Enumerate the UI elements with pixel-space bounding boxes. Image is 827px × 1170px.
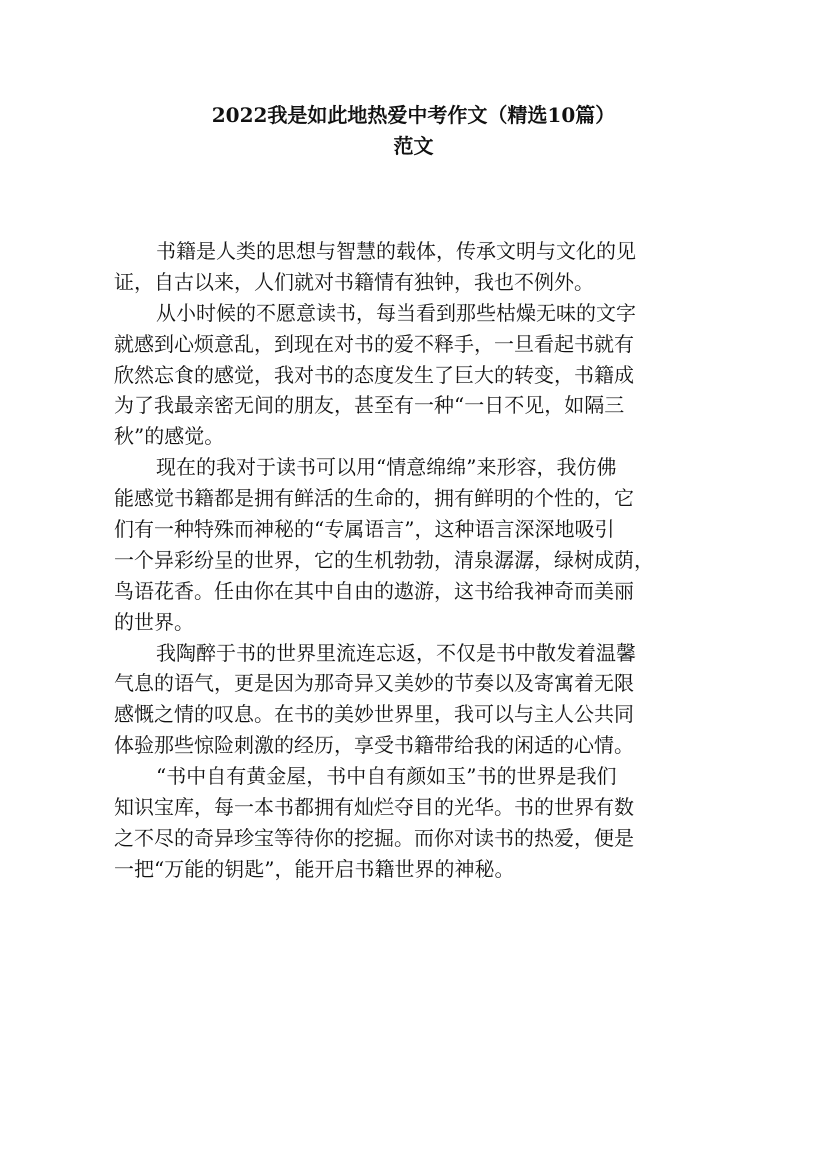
- document-title: [110, 100, 717, 162]
- text-line: 一把“万能的钥匙”，能开启书籍世界的神秘。: [114, 856, 515, 881]
- title-line: 2022我是如此地热爱中考作文（精选10篇）: [211, 103, 616, 127]
- text-line: 们有一种特殊而神秘的“专属语言”，这种语言深深地吸引: [114, 517, 615, 542]
- text-line: 之不尽的奇异珍宝等待你的挖掘。而你对读书的热爱，便是: [114, 825, 634, 850]
- text-line: 知识宝库，每一本书都拥有灿烂夺目的光华。书的世界有数: [114, 795, 634, 820]
- text-line: 感慨之情的叹息。在书的美妙世界里，我可以与主人公共同: [114, 702, 634, 727]
- text-line: 一个异彩纷呈的世界，它的生机勃勃，清泉潺潺，绿树成荫，: [114, 547, 654, 572]
- text-line: 鸟语花香。任由你在其中自由的遨游，这书给我神奇而美丽: [114, 578, 634, 603]
- title-line: 范文: [393, 133, 434, 158]
- text-line: 我陶醉于书的世界里流连忘返，不仅是书中散发着温馨: [156, 640, 636, 665]
- text-line: 能感觉书籍都是拥有鲜活的生命的，拥有鲜明的个性的，它: [114, 486, 634, 511]
- text-line: 欣然忘食的感觉，我对书的态度发生了巨大的转变，书籍成: [114, 362, 634, 387]
- text-line: 为了我最亲密无间的朋友，甚至有一种“一日不见，如隔三: [114, 393, 625, 418]
- text-line: 体验那些惊险刺激的经历，享受书籍带给我的闲适的心情。: [114, 733, 634, 758]
- paragraph: [114, 298, 714, 452]
- text-line: 就感到心烦意乱，到现在对书的爱不释手，一旦看起书就有: [114, 331, 634, 356]
- text-line: 气息的语气，更是因为那奇异又美妙的节奏以及寄寓着无限: [114, 671, 634, 696]
- text-line: 证，自古以来，人们就对书籍情有独钟，我也不例外。: [114, 269, 594, 294]
- paragraph: [114, 761, 714, 885]
- text-line: 秋”的感觉。: [114, 424, 225, 449]
- paragraph: [114, 452, 714, 637]
- paragraph: [114, 638, 714, 762]
- document-body: [114, 236, 714, 885]
- text-line: 书籍是人类的思想与智慧的载体，传承文明与文化的见: [156, 239, 636, 263]
- text-line: 的世界。: [114, 609, 194, 634]
- text-line: 从小时候的不愿意读书，每当看到那些枯燥无味的文字: [156, 300, 636, 325]
- text-line: 现在的我对于读书可以用“情意绵绵”来形容，我仿佛: [156, 455, 617, 480]
- paragraph: [114, 236, 714, 298]
- text-line: “书中自有黄金屋，书中自有颜如玉”书的世界是我们: [156, 764, 617, 789]
